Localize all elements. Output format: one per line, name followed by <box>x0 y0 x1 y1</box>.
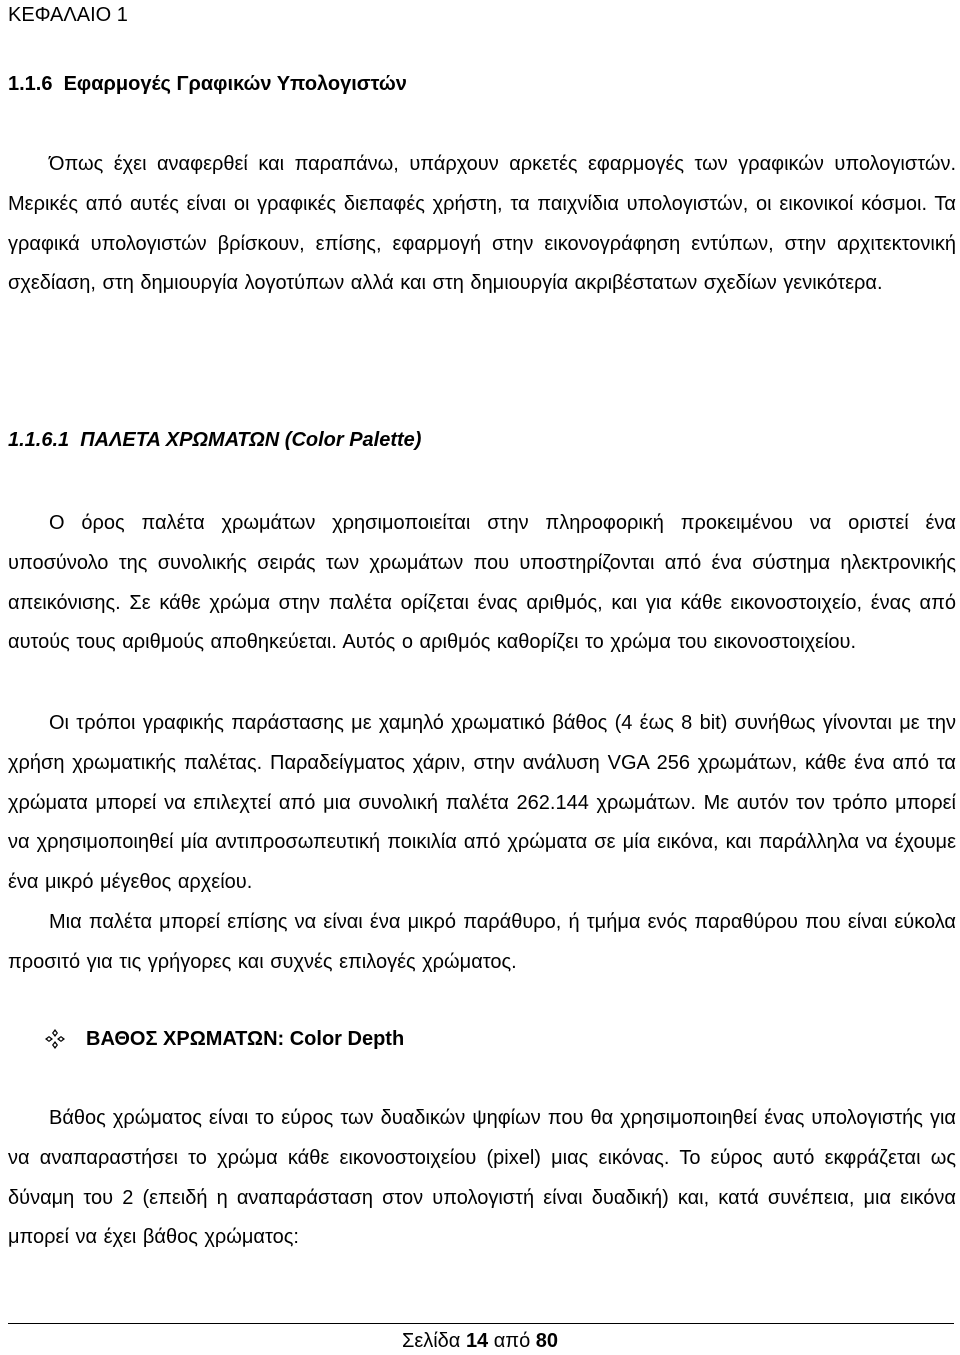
palette-paragraph-1: Ο όρος παλέτα χρωμάτων χρησιμοποιείται στην πληροφορική προκειμένου να οριστεί ένα υποσύνολο της συνολικής σειράς των χρωμάτων που υποστηρίζονται από ένα σύστημα ηλεκτρονικής απεικόνισης. Σε κάθε χρώμα στην παλέτα ορίζεται ένας αριθμός, και για κάθε εικονοστοιχείο, ένας από αυτούς τους αριθμούς αποθηκεύεται. Αυτός ο αριθμός καθορίζει το χρώμα του εικονοστοιχείου. <box>8 512 956 654</box>
subsection-title: 1.1.6.1 ΠΑΛΕΤΑ ΧΡΩΜΑΤΩΝ (Color Palette) <box>8 429 422 451</box>
page-number <box>0 1328 960 1354</box>
total-pages: 80 <box>535 1330 559 1352</box>
section-title: 1.1.6 Εφαρμογές Γραφικών Υπολογιστών <box>8 73 407 95</box>
current-page: 14 <box>465 1330 489 1352</box>
palette-paragraph-2: Οι τρόποι γραφικής παράστασης με χαμηλό χρωματικό βάθος (4 έως 8 bit) συνήθως γίνονται με την χρήση χρωματικής παλέτας. Παραδείγματος χάριν, στην ανάλυση VGA 256 χρωμάτων, κάθε ένα από τα χρώματα μπορεί να επιλεχτεί από μια συνολική παλέτα 262.144 χρωμάτων. Με αυτόν τον τρόπο μπορεί να χρησιμοποιηθεί μία αντιπροσωπευτική ποικιλία από χρώματα σε μία εικόνα, και παράλληλα να έχουμε ένα μικρό μέγεθος αρχείου. <box>8 712 956 894</box>
section-paragraph: Όπως έχει αναφερθεί και παραπάνω, υπάρχουν αρκετές εφαρμογές των γραφικών υπολογιστών. Μερικές από αυτές είναι οι γραφικές διεπαφές χρήστη, τα παιχνίδια υπολογιστών, οι εικονικοί κόσμοι. Τα γραφικά υπολογιστών βρίσκουν, επίσης, εφαρμογή στην εικονογράφηση εντύπων, στην αρχιτεκτονική σχεδίαση, στη δημιουργία λογοτύπων αλλά και στη δημιουργία ακριβέστατων σχεδίων γενικότερα. <box>8 153 956 295</box>
footer-divider <box>8 1323 954 1324</box>
page-prefix: Σελίδα <box>401 1330 466 1352</box>
chapter-label: ΚΕΦΑΛΑΙΟ 1 <box>8 4 128 26</box>
depth-paragraph: Βάθος χρώματος είναι το εύρος των δυαδικών ψηφίων που θα χρησιμοποιηθεί ένας υπολογιστής για να αναπαραστήσει το χρώμα κάθε εικονοστοιχείου (pixel) μιας εικόνας. Το εύρος αυτό εκφράζεται ως δύναμη του 2 (επειδή η αναπαράσταση στον υπολογιστή είναι δυαδική) και, κατά συνέπεια, μια εικόνα μπορεί να έχει βάθος χρώματος: <box>8 1107 956 1249</box>
page-middle: από <box>488 1330 536 1352</box>
palette-paragraph-3: Μια παλέτα μπορεί επίσης να είναι ένα μικρό παράθυρο, ή τμήμα ενός παραθύρου που είναι εύκολα προσιτό για τις γρήγορες και συχνές επιλογές χρώματος. <box>8 911 956 973</box>
bullet-heading <box>44 1022 944 1056</box>
bullet-heading-text: ΒΑΘΟΣ ΧΡΩΜΑΤΩΝ: Color Depth <box>86 1028 405 1050</box>
four-diamond-bullet-icon <box>44 1028 66 1050</box>
page-footer <box>0 1320 960 1355</box>
